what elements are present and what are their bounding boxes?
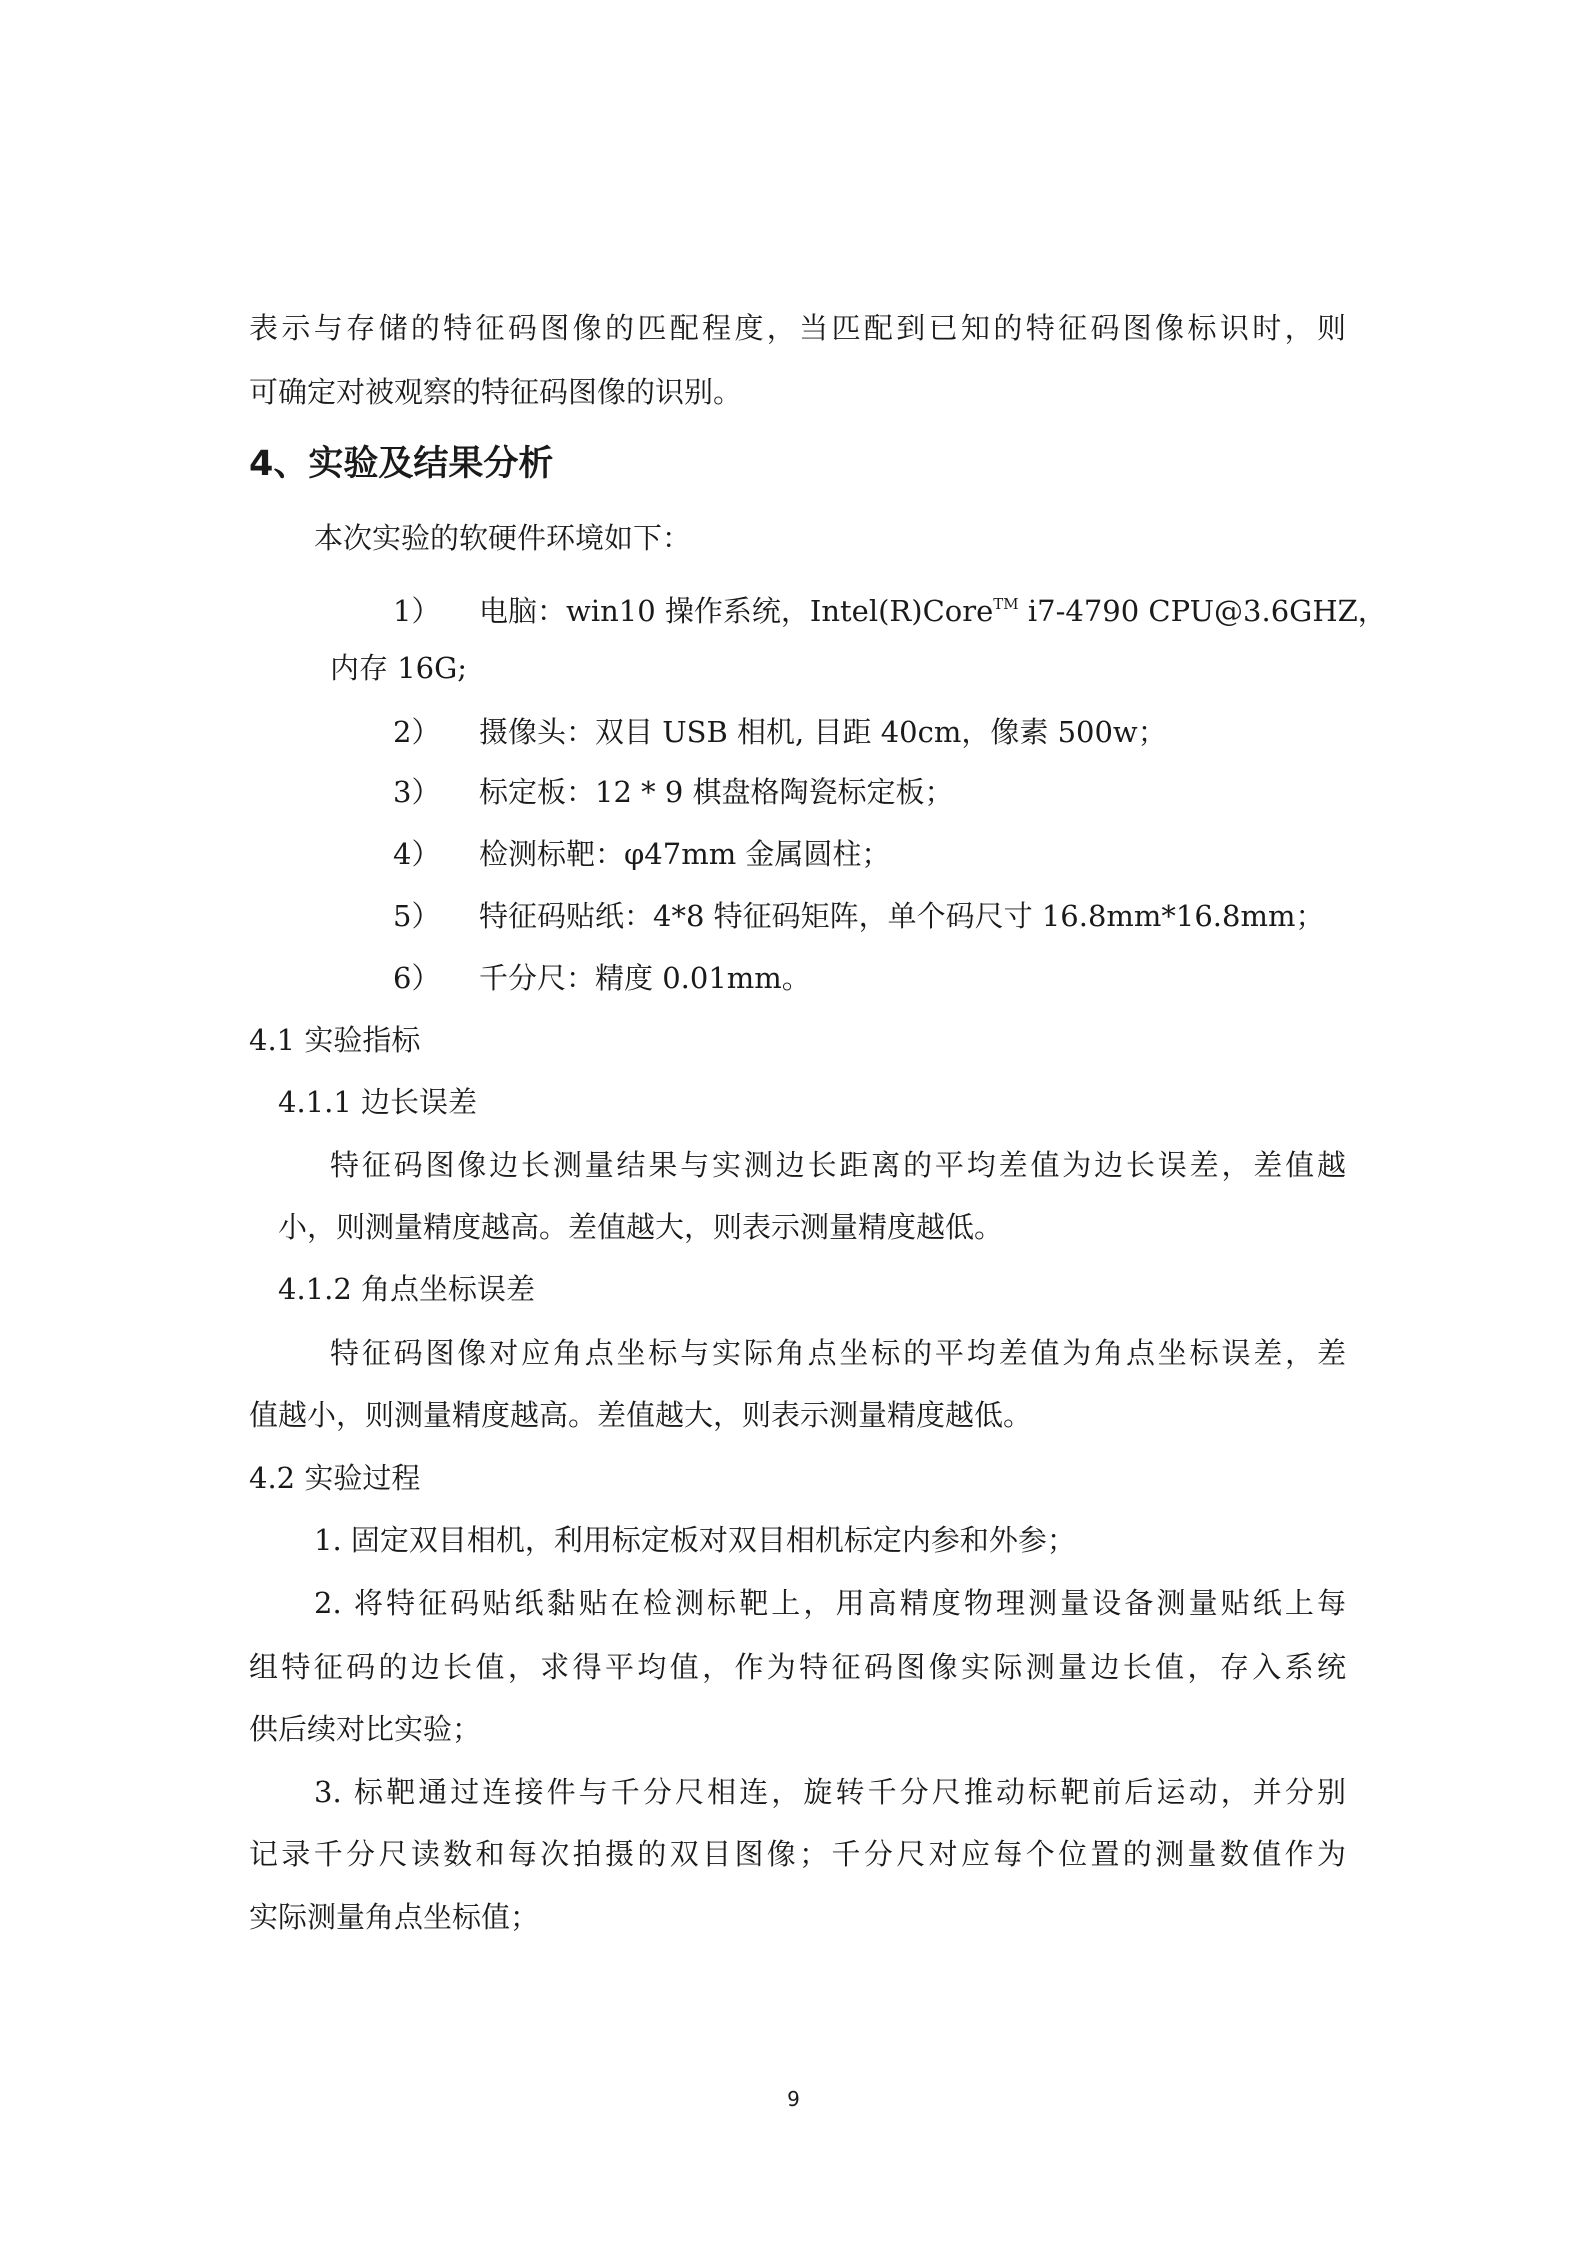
step-3-line-3: 实际测量角点坐标值； xyxy=(249,1900,540,1934)
env-item-6 xyxy=(393,958,811,998)
section-4-1-2-heading: 4.1.2 角点坐标误差 xyxy=(278,1272,536,1306)
sub2-para-line-2: 值越小，则测量精度越高。差值越大，则表示测量精度越低。 xyxy=(249,1398,1033,1432)
env-item-6-number: 6） xyxy=(393,961,441,995)
env-item-2-text: 摄像头：双目 USB 相机, 目距 40cm，像素 500w； xyxy=(479,715,1167,749)
section-4-2-heading: 4.2 实验过程 xyxy=(249,1461,421,1495)
trademark-mark: TM xyxy=(993,595,1019,613)
section-4-1-heading: 4.1 实验指标 xyxy=(249,1023,421,1057)
sub2-para-line-1: 特征码图像对应角点坐标与实际角点坐标的平均差值为角点坐标误差，差 xyxy=(330,1336,1346,1370)
step-3-line-2: 记录千分尺读数和每次拍摄的双目图像；千分尺对应每个位置的测量数值作为 xyxy=(249,1837,1346,1871)
sub1-para-line-2: 小，则测量精度越高。差值越大，则表示测量精度越低。 xyxy=(278,1210,1004,1244)
env-item-3-text: 标定板：12 * 9 棋盘格陶瓷标定板； xyxy=(479,775,954,809)
env-item-5-number: 5） xyxy=(393,899,441,933)
env-item-3 xyxy=(393,772,954,812)
step-2-line-2: 组特征码的边长值，求得平均值，作为特征码图像实际测量边长值，存入系统 xyxy=(249,1650,1346,1684)
env-item-1 xyxy=(393,584,1387,631)
section-4-heading: 4、实验及结果分析 xyxy=(249,444,554,484)
step-3-line-1: 3. 标靶通过连接件与千分尺相连，旋转千分尺推动标靶前后运动，并分别 xyxy=(314,1775,1346,1809)
env-item-1-number: 1） xyxy=(393,594,441,628)
env-item-5-text: 特征码贴纸：4*8 特征码矩阵，单个码尺寸 16.8mm*16.8mm； xyxy=(479,899,1325,933)
env-item-4 xyxy=(393,834,890,874)
env-item-3-number: 3） xyxy=(393,775,441,809)
intro-line-1: 表示与存储的特征码图像的匹配程度，当匹配到已知的特征码图像标识时，则 xyxy=(249,311,1346,345)
env-item-2 xyxy=(393,712,1167,752)
env-item-4-text: 检测标靶：φ47mm 金属圆柱； xyxy=(479,837,891,871)
env-item-6-text: 千分尺：精度 0.01mm。 xyxy=(479,961,811,995)
step-1: 1. 固定双目相机，利用标定板对双目相机标定内参和外参； xyxy=(314,1523,1076,1557)
step-2-line-1: 2. 将特征码贴纸黏贴在检测标靶上，用高精度物理测量设备测量贴纸上每 xyxy=(314,1586,1346,1620)
env-item-2-number: 2） xyxy=(393,715,441,749)
intro-line-2: 可确定对被观察的特征码图像的识别。 xyxy=(249,375,743,409)
env-item-4-number: 4） xyxy=(393,837,441,871)
sub1-para-line-1: 特征码图像边长测量结果与实测边长距离的平均差值为边长误差，差值越 xyxy=(330,1148,1346,1182)
page-number: 9 xyxy=(787,2087,800,2111)
section-4-1-1-heading: 4.1.1 边长误差 xyxy=(278,1085,478,1119)
env-item-1-continuation: 内存 16G; xyxy=(330,651,468,685)
env-item-5 xyxy=(393,896,1324,936)
env-item-1-text-b: i7-4790 CPU@3.6GHZ， xyxy=(1018,594,1387,628)
env-item-1-text-a: 电脑：win10 操作系统，Intel(R)Core xyxy=(479,594,994,628)
env-intro: 本次实验的软硬件环境如下： xyxy=(314,521,692,555)
step-2-line-3: 供后续对比实验； xyxy=(249,1712,482,1746)
